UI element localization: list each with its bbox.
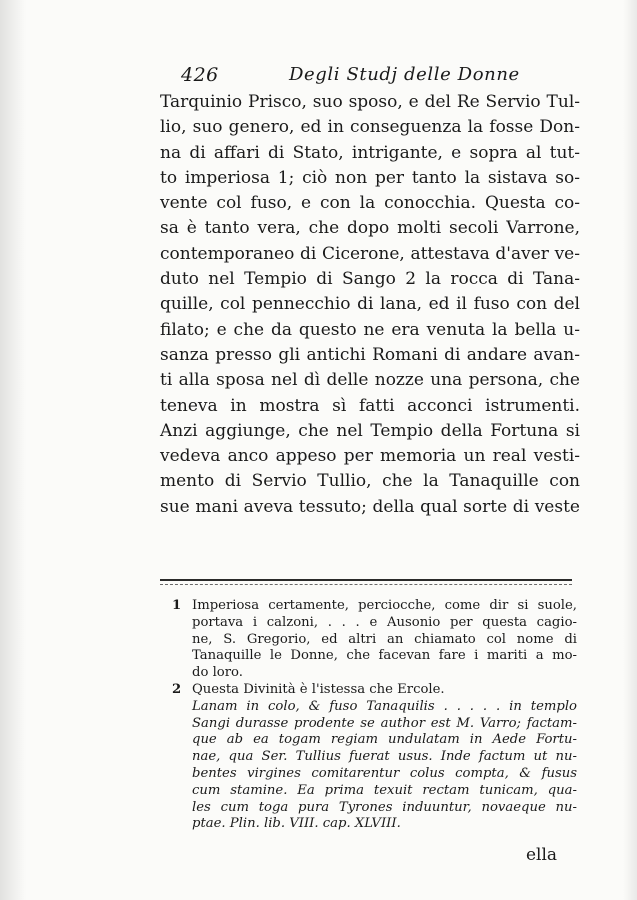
footnote-2 (172, 682, 577, 833)
text-line: vente col fuso, e con la conocchia. Questa co- (160, 193, 580, 214)
text-line: teneva in mostra sì fatti acconci istrumenti. (160, 395, 580, 416)
main-text-block (160, 90, 580, 520)
footnote-quote-line: Sangi durasse prodente se author est M. Varro; factam- (192, 715, 577, 731)
footnote-separator-dashed (160, 584, 572, 585)
footnote-separator-rule (160, 579, 572, 581)
page-edge-shadow-left (0, 0, 26, 900)
text-line: Tarquinio Prisco, suo sposo, e del Re Servio Tul- (160, 92, 580, 112)
footnote-quote-line: les cum toga pura Tyrones induuntur, novaeque nu- (192, 799, 577, 815)
footnote-quote-line: que ab ea togam regiam undulatam in Aede Fortu- (192, 732, 577, 748)
footnote-quote-line: ptae. Plin. lib. VIII. cap. XLVIII. (192, 816, 401, 832)
text-line: vedeva anco appeso per memoria un real vesti- (160, 446, 580, 467)
text-line: lio, suo genero, ed in conseguenza la fosse Don- (160, 117, 580, 138)
text-line: sa è tanto vera, che dopo molti secoli Varrone, (160, 218, 580, 239)
footnote-text: Questa Divinità è l'istessa che Ercole. (192, 681, 445, 697)
text-line: to imperiosa 1; ciò non per tanto la sistava so- (160, 167, 580, 188)
text-line: contemporaneo di Cicerone, attestava d'aver ve- (160, 243, 580, 264)
footnote-quote-line: nae, qua Ser. Tullius fuerat usus. Inde factum ut nu- (192, 749, 577, 765)
text-line: Anzi aggiunge, che nel Tempio della Fortuna si (160, 420, 580, 441)
text-line: duto nel Tempio di Sango 2 la rocca di Tana- (160, 269, 580, 290)
text-line: na di affari di Stato, intrigante, e sopra al tut- (160, 142, 580, 163)
text-line: sanza presso gli antichi Romani di andare avan- (160, 344, 580, 365)
footnotes-block (172, 598, 577, 833)
page-number: 426 (181, 64, 219, 86)
text-line: filato; e che da questo ne era venuta la bella u- (160, 319, 580, 340)
footnote-line: ne, S. Gregorio, ed altri an chiamato col nome di (192, 631, 577, 647)
footnote-line: do loro. (192, 665, 243, 681)
text-line: quille, col pennecchio di lana, ed il fuso con del (160, 294, 580, 315)
footnote-1 (172, 598, 577, 682)
footnote-text: Imperiosa certamente, perciocche, come dir si suole, (192, 598, 577, 613)
text-line: ti alla sposa nel dì delle nozze una persona, che (160, 370, 580, 391)
footnote-line: Tanaquille le Donne, che facevan fare i mariti a mo- (192, 648, 577, 664)
footnote-quote-line: Lanam in colo, & fuso Tanaquilis . . . . . in templo (192, 698, 577, 714)
page-edge-shadow-right (623, 0, 637, 900)
footnote-line (172, 682, 577, 699)
page-header (181, 64, 521, 88)
footnote-line (172, 598, 577, 615)
footnote-marker: 1 (172, 598, 182, 613)
footnote-quote-line: cum stamine. Ea prima texuit rectam tunicam, qua- (192, 782, 577, 798)
footnote-line: portava i calzoni, . . . e Ausonio per questa cagio- (192, 614, 577, 630)
footnote-quote-line: bentes virgines comitarentur colus compta, & fusus (192, 765, 577, 781)
catchword: ella (526, 845, 558, 865)
footnote-marker: 2 (172, 681, 182, 697)
text-line: sue mani aveva tessuto; della qual sorte di veste (160, 496, 580, 517)
text-line: mento di Servio Tullio, che la Tanaquille con (160, 471, 580, 492)
running-title: Degli Studj delle Donne (289, 64, 520, 85)
